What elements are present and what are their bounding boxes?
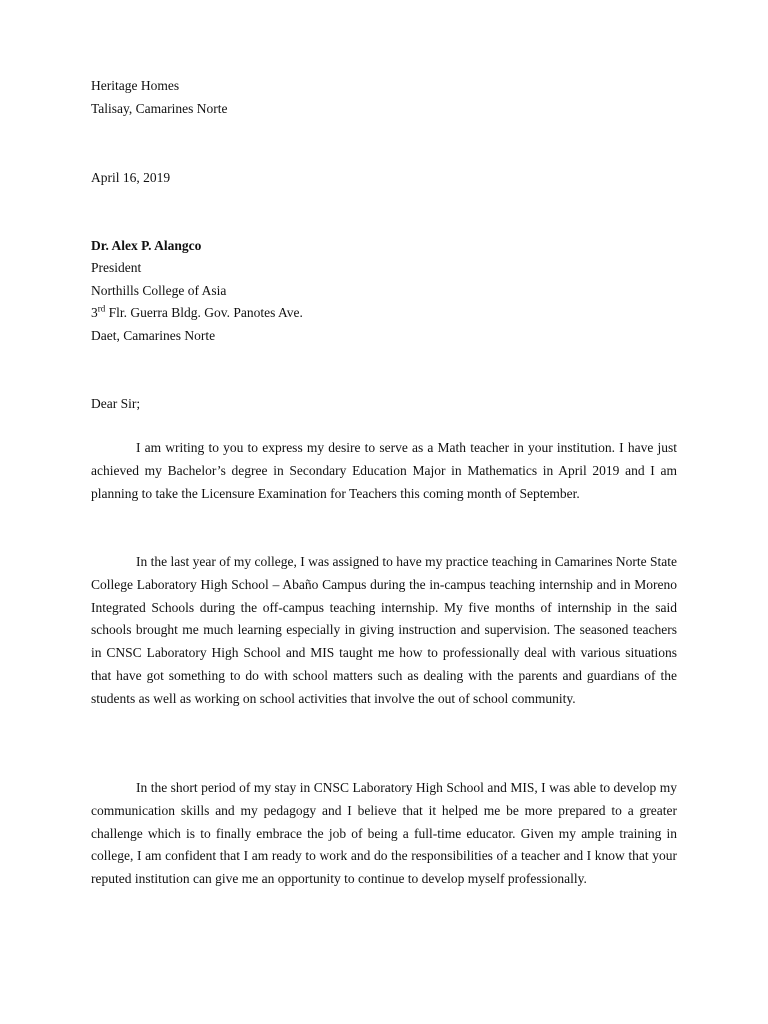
address-rest: Flr. Guerra Bldg. Gov. Panotes Ave. bbox=[105, 305, 303, 320]
paragraph-text: I am writing to you to express my desire to serve as a Math teacher in your institution. I have just achieved my Bachelor’s degree in Secondary Education Major in Mathematics in April 2019 and I am planning to take the Licensure Examination for Teachers this coming month of September. bbox=[91, 440, 677, 501]
sender-address-line-1: Heritage Homes bbox=[91, 78, 180, 93]
paragraph-text: In the last year of my college, I was assigned to have my practice teaching in Camarines Norte State College Laboratory High School – Abaño Campus during the in-campus teaching internship and in Moreno Integrated Schools during the off-campus teaching internship. My five months of internship in the said schools brought me much learning especially in giving instruction and supervision. The seasoned teachers in CNSC Laboratory High School and MIS taught me how to professionally deal with various situations that have got something to do with school matters such as dealing with the parents and guardians of the students as well as working on school activities that involve the out of school community. bbox=[91, 554, 677, 706]
body-paragraph-3 bbox=[91, 777, 677, 891]
recipient-address bbox=[91, 304, 303, 322]
body-paragraph-2 bbox=[91, 551, 677, 710]
floor-ordinal-suffix: rd bbox=[97, 303, 106, 314]
recipient-institution: Northills College of Asia bbox=[91, 283, 227, 298]
letter-date: April 16, 2019 bbox=[91, 170, 171, 185]
paragraph-text: In the short period of my stay in CNSC Laboratory High School and MIS, I was able to develop my communication skills and my pedagogy and I believe that it helped me be more prepared to a greater challenge which is to finally embrace the job of being a full-time educator. Given my ample training in college, I am confident that I am ready to work and do the responsibilities of a teacher and I know that your reputed institution can give me an opportunity to continue to develop myself professionally. bbox=[91, 780, 677, 886]
recipient-title: President bbox=[91, 260, 142, 275]
floor-number: 3 bbox=[91, 305, 98, 320]
salutation: Dear Sir; bbox=[91, 396, 141, 411]
recipient-city: Daet, Camarines Norte bbox=[91, 328, 216, 343]
recipient-name: Dr. Alex P. Alangco bbox=[91, 238, 202, 253]
body-paragraph-1 bbox=[91, 437, 677, 505]
sender-address-line-2: Talisay, Camarines Norte bbox=[91, 101, 228, 116]
